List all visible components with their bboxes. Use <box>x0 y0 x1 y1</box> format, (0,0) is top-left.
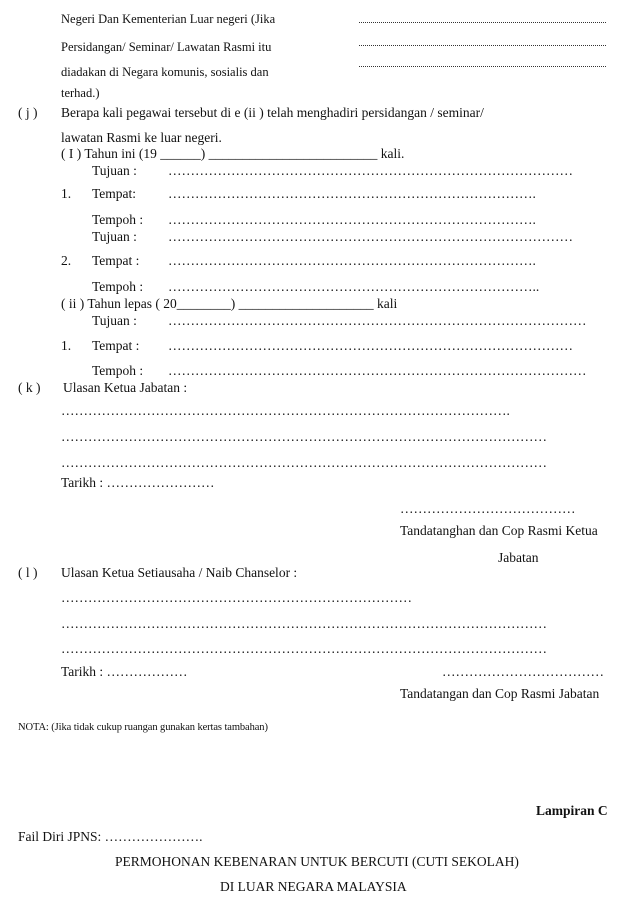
section-k-tarikh[interactable]: Tarikh : …………………… <box>61 475 215 490</box>
section-j-question-line-2: lawatan Rasmi ke luar negeri. <box>61 130 222 145</box>
section-k-signature-label: Tandatanghan dan Cop Rasmi Ketua <box>400 523 598 538</box>
current-item-1-tujuan-dots[interactable]: ……………………………………………………………………………… <box>168 230 573 244</box>
last-item-1-tempat-label: Tempat : <box>92 338 140 353</box>
current-year-tujuan-dots[interactable]: ……………………………………………………………………………… <box>168 164 573 178</box>
lampiran-label: Lampiran C <box>536 803 608 818</box>
current-item-1-number: 1. <box>61 186 72 201</box>
intro-answer-line-1[interactable] <box>359 22 606 23</box>
section-l-comment-line-2[interactable]: ……………………………………………………………………………………………… <box>61 617 547 631</box>
section-k-title: Ulasan Ketua Jabatan : <box>63 380 188 395</box>
section-l-marker: ( l ) <box>18 565 38 580</box>
current-item-1-tempat-dots[interactable]: ………………………………………………………………………. <box>168 187 536 201</box>
current-item-2-tempoh-label: Tempoh : <box>92 279 144 294</box>
last-item-1-tempoh-dots[interactable]: ………………………………………………………………………………… <box>168 364 587 378</box>
section-k-comment-line-2[interactable]: ……………………………………………………………………………………………… <box>61 430 547 444</box>
form-heading-line-2: DI LUAR NEGARA MALAYSIA <box>220 879 407 894</box>
section-l-comment-line-3[interactable]: ……………………………………………………………………………………………… <box>61 642 547 656</box>
intro-line-4: terhad.) <box>61 86 100 100</box>
section-l-signature-line[interactable]: ……………………………… <box>442 665 604 679</box>
last-year-label[interactable]: ( ii ) Tahun lepas ( 20________) ____________________ kali <box>61 296 398 311</box>
last-item-1-number: 1. <box>61 338 72 353</box>
current-year-label[interactable]: ( I ) Tahun ini (19 ______) _________________________ kali. <box>61 146 405 161</box>
section-l-tarikh[interactable]: Tarikh : ……………… <box>61 664 188 679</box>
intro-answer-line-3[interactable] <box>359 66 606 67</box>
section-j-marker: ( j ) <box>18 105 38 120</box>
section-k-marker: ( k ) <box>18 380 41 395</box>
current-item-1-tempat-label: Tempat: <box>92 186 137 201</box>
section-k-signature-label-2: Jabatan <box>498 550 539 565</box>
last-year-tujuan-label: Tujuan : <box>92 313 137 328</box>
nota-text: NOTA: (Jika tidak cukup ruangan gunakan kertas tambahan) <box>18 722 268 733</box>
current-item-1-tujuan-label: Tujuan : <box>92 229 137 244</box>
section-k-signature-line[interactable]: ………………………………… <box>400 502 576 516</box>
section-l-comment-line-1[interactable]: …………………………………………………………………… <box>61 591 412 605</box>
current-item-2-tempat-label: Tempat : <box>92 253 140 268</box>
section-l-signature-label: Tandatangan dan Cop Rasmi Jabatan <box>400 686 600 701</box>
current-item-2-tempat-dots[interactable]: ………………………………………………………………………. <box>168 254 536 268</box>
intro-line-1: Negeri Dan Kementerian Luar negeri (Jika <box>61 12 276 26</box>
current-item-1-tempoh-label: Tempoh : <box>92 212 144 227</box>
fail-diri-field[interactable]: Fail Diri JPNS: …………………. <box>18 829 203 844</box>
section-l-title: Ulasan Ketua Setiausaha / Naib Chanselor : <box>61 565 298 580</box>
last-item-1-tempoh-label: Tempoh : <box>92 363 144 378</box>
current-year-tujuan-label: Tujuan : <box>92 163 137 178</box>
intro-line-3: diadakan di Negara komunis, sosialis dan <box>61 65 269 79</box>
section-j-question-line-1: Berapa kali pegawai tersebut di e (ii ) telah menghadiri persidangan / seminar/ <box>61 105 484 120</box>
current-item-1-tempoh-dots[interactable]: ………………………………………………………………………. <box>168 213 536 227</box>
last-item-1-tempat-dots[interactable]: ……………………………………………………………………………… <box>168 339 573 353</box>
intro-line-2: Persidangan/ Seminar/ Lawatan Rasmi itu <box>61 40 272 54</box>
section-k-comment-line-3[interactable]: ……………………………………………………………………………………………… <box>61 456 547 470</box>
last-year-tujuan-dots[interactable]: ………………………………………………………………………………… <box>168 314 587 328</box>
form-heading-line-1: PERMOHONAN KEBENARAN UNTUK BERCUTI (CUTI SEKOLAH) <box>115 854 519 869</box>
current-item-2-number: 2. <box>61 253 72 268</box>
section-k-comment-line-1[interactable]: ………………………………………………………………………………………. <box>61 404 510 418</box>
intro-answer-line-2[interactable] <box>359 45 606 46</box>
current-item-2-tempoh-dots[interactable]: ……………………………………………………………………….. <box>168 280 540 294</box>
